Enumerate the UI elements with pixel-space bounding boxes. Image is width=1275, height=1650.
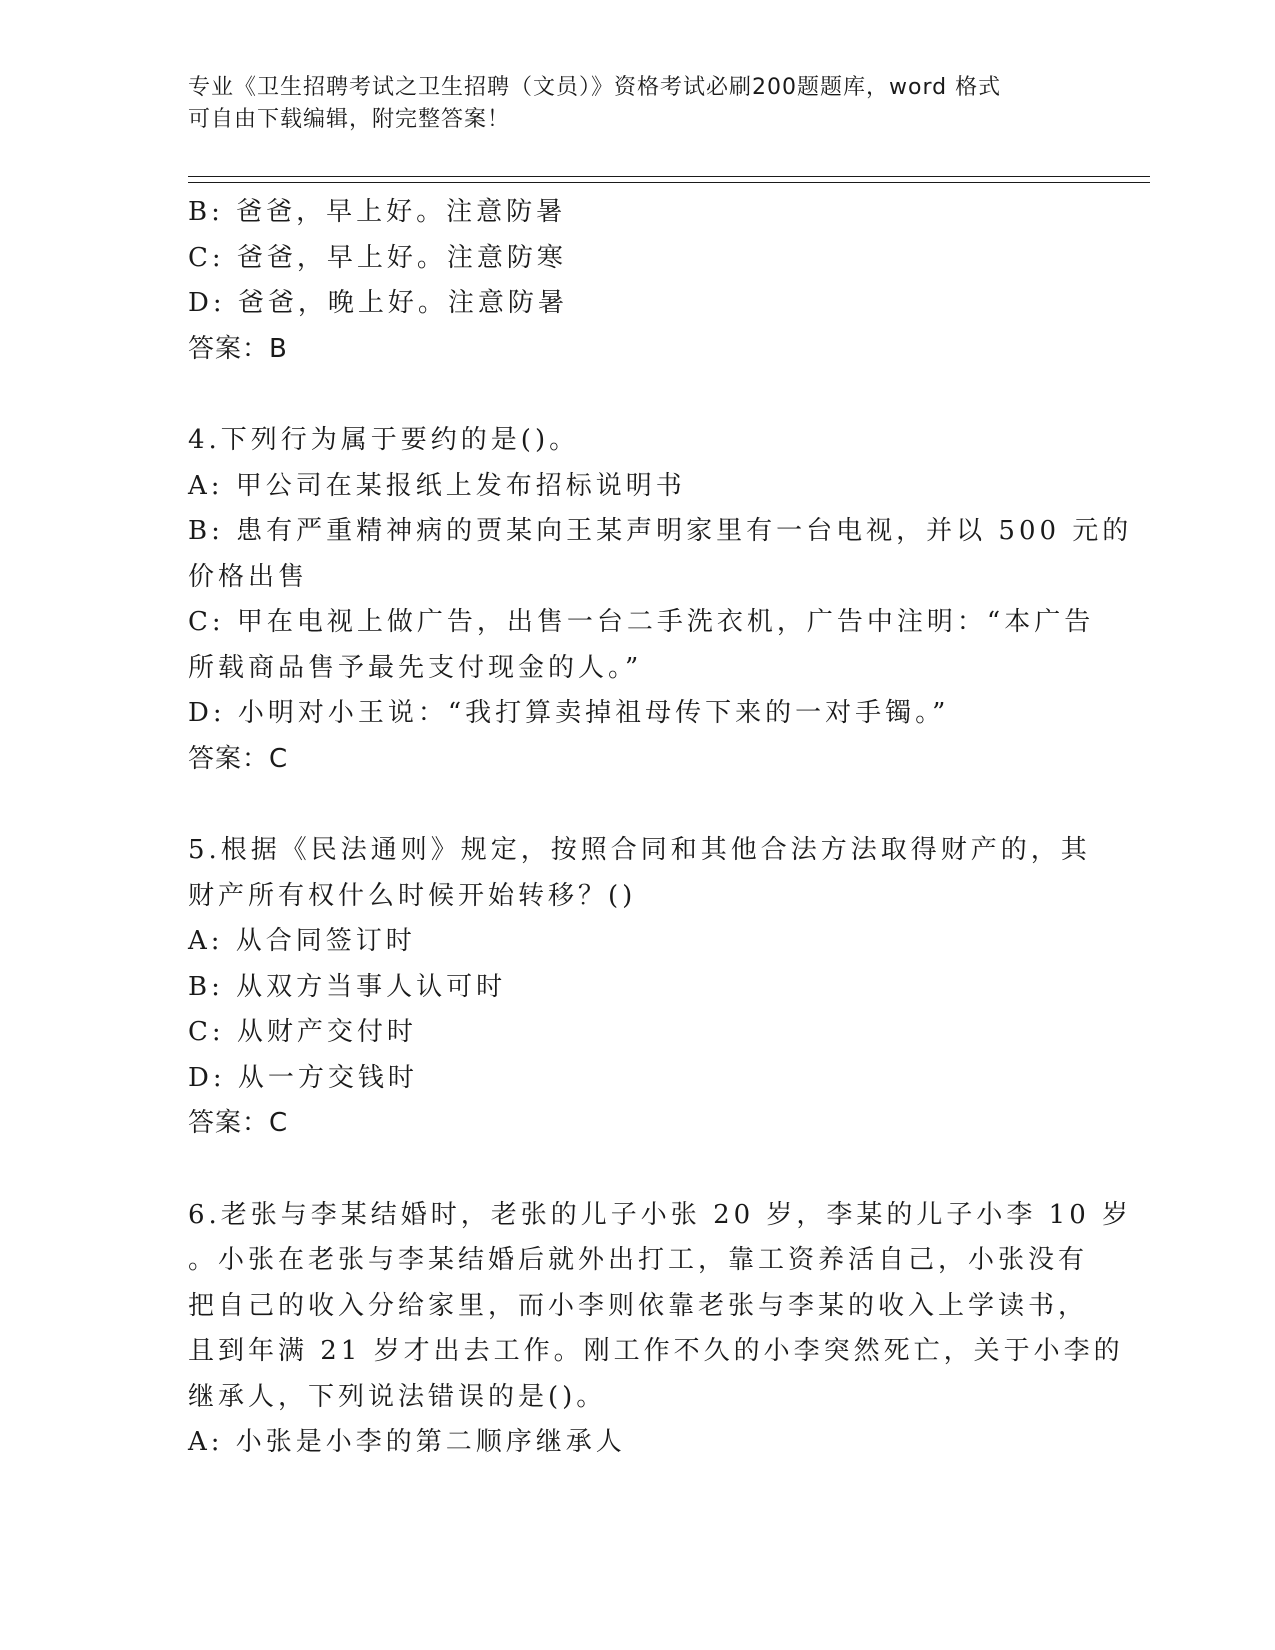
document-header (188, 72, 1068, 136)
option-b-continued: 价格出售 (188, 561, 309, 592)
question-stem-continued: 且到年满 21 岁才出去工作。刚工作不久的小李突然死亡，关于小李的 (188, 1336, 1124, 1366)
option-a: A: 从合同签订时 (188, 926, 416, 956)
option-d: D: 小明对小王说：“我打算卖掉祖母传下来的一对手镯。” (188, 698, 950, 728)
option-a: A: 甲公司在某报纸上发布招标说明书 (188, 470, 686, 501)
option-d: D: 从一方交钱时 (188, 1062, 418, 1093)
option-c: C: 从财产交付时 (188, 1017, 417, 1047)
option-b: B: 爸爸，早上好。注意防暑 (188, 197, 567, 227)
question-stem-continued: 把自己的收入分给家里，而小李则依靠老张与李某的收入上学读书， (188, 1290, 1089, 1321)
option-c: C: 甲在电视上做广告，出售一台二手洗衣机，广告中注明：“本广告 (188, 607, 1095, 637)
option-d: D: 爸爸，晚上好。注意防暑 (188, 288, 568, 318)
question-stem-continued: 财产所有权什么时候开始转移？() (188, 880, 637, 911)
spacer (188, 372, 1088, 418)
answer: 答案：C (188, 1108, 289, 1138)
question-3 (188, 190, 1088, 372)
question-stem-continued: 继承人，下列说法错误的是()。 (188, 1381, 607, 1412)
header-rule-bottom (188, 182, 1150, 183)
question-6 (188, 1193, 1133, 1466)
option-b: B: 从双方当事人认可时 (188, 971, 507, 1002)
question-stem-continued: 。小张在老张与李某结婚后就外出打工，靠工资养活自己，小张没有 (188, 1245, 1089, 1275)
question-stem: 5.根据《民法通则》规定，按照合同和其他合法方法取得财产的，其 (188, 835, 1091, 865)
spacer (188, 1147, 1088, 1193)
question-stem: 4.下列行为属于要约的是()。 (188, 425, 580, 455)
question-stem: 6.老张与李某结婚时，老张的儿子小张 20 岁，李某的儿子小李 10 岁 (188, 1199, 1133, 1230)
header-line-1: 专业《卫生招聘考试之卫生招聘（文员）》资格考试必刷200题题库，word 格式 (188, 75, 1002, 100)
document-body (188, 190, 1133, 1466)
spacer (188, 782, 1088, 828)
question-5 (188, 828, 1091, 1147)
question-4 (188, 418, 1133, 782)
header-line-2: 可自由下载编辑，附完整答案！ (188, 107, 511, 132)
option-c: C: 爸爸，早上好。注意防寒 (188, 242, 567, 273)
header-rule-top (188, 176, 1150, 177)
option-c-continued: 所载商品售予最先支付现金的人。” (188, 652, 643, 683)
option-b: B: 患有严重精神病的贾某向王某声明家里有一台电视，并以 500 元的 (188, 516, 1133, 546)
answer: 答案：B (188, 333, 288, 364)
option-a: A: 小张是小李的第二顺序继承人 (188, 1427, 626, 1457)
answer: 答案：C (188, 743, 289, 774)
